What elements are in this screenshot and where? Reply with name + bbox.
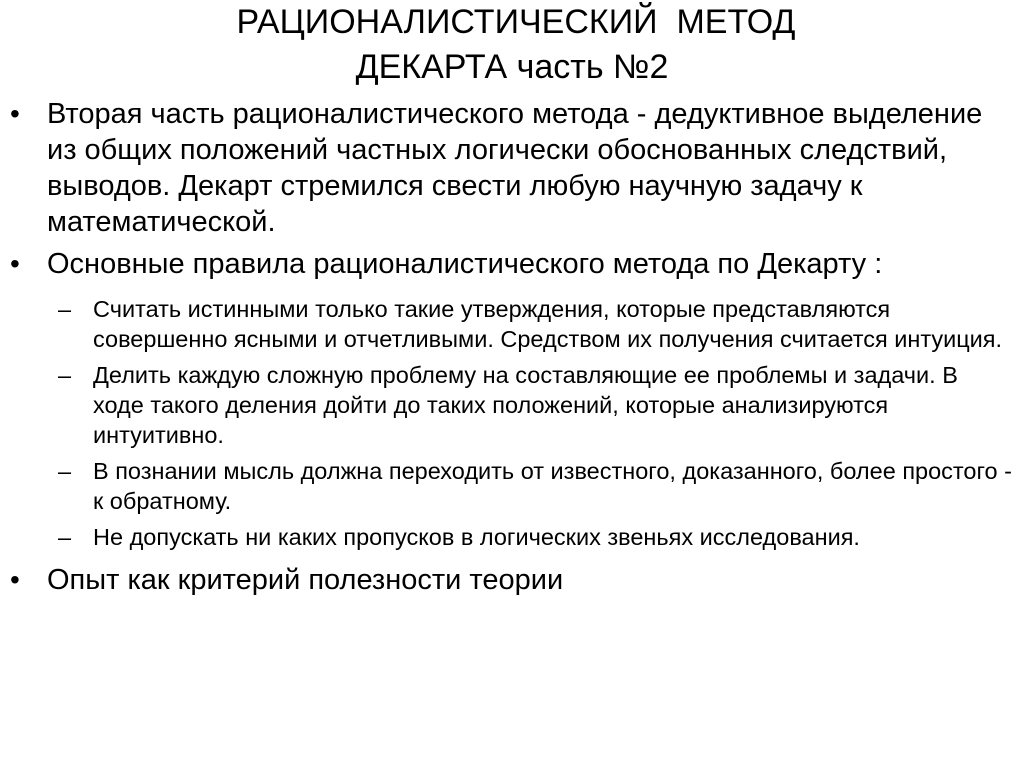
sub-item bbox=[0, 360, 1024, 450]
sub-marker: – bbox=[58, 458, 72, 484]
sub-item bbox=[0, 456, 1024, 516]
sub-list bbox=[0, 294, 1024, 552]
bullet-text: Основные правила рационалистического метода по Декарту : bbox=[47, 248, 883, 280]
sub-marker: – bbox=[58, 296, 72, 322]
bullet-marker: • bbox=[10, 564, 20, 595]
bullet-item bbox=[0, 562, 1024, 598]
sub-text: Считать истинными только такие утверждения, которые представляются совершенно ясными и отчетливыми. Средством их получения считается интуиция. bbox=[93, 296, 1003, 352]
sub-item bbox=[0, 294, 1024, 354]
bullet-list bbox=[0, 96, 1024, 598]
slide-title bbox=[0, 0, 1024, 90]
bullet-item bbox=[0, 96, 1024, 240]
bullet-marker: • bbox=[10, 248, 20, 279]
bullet-marker: • bbox=[10, 98, 20, 129]
sub-text: Не допускать ни каких пропусков в логических звеньях исследования. bbox=[93, 524, 860, 550]
sub-item bbox=[0, 522, 1024, 552]
sub-marker: – bbox=[58, 524, 72, 550]
title-line-2: ДЕКАРТА часть №2 bbox=[355, 48, 669, 86]
title-line-1: РАЦИОНАЛИСТИЧЕСКИЙ МЕТОД bbox=[236, 3, 796, 41]
sub-marker: – bbox=[58, 362, 72, 388]
sub-text: Делить каждую сложную проблему на составляющие ее проблемы и задачи. В ходе такого деления дойти до таких положений, которые анализируются интуитивно. bbox=[93, 362, 958, 448]
sub-text: В познании мысль должна переходить от известного, доказанного, более простого - к обратному. bbox=[93, 458, 1012, 514]
bullet-text: Опыт как критерий полезности теории bbox=[47, 564, 564, 596]
bullet-item bbox=[0, 246, 1024, 282]
bullet-text: Вторая часть рационалистического метода - дедуктивное выделение из общих положений частных логически обоснованных следствий, выводов. Декарт стремился свести любую научную задачу к математической. bbox=[47, 98, 983, 238]
